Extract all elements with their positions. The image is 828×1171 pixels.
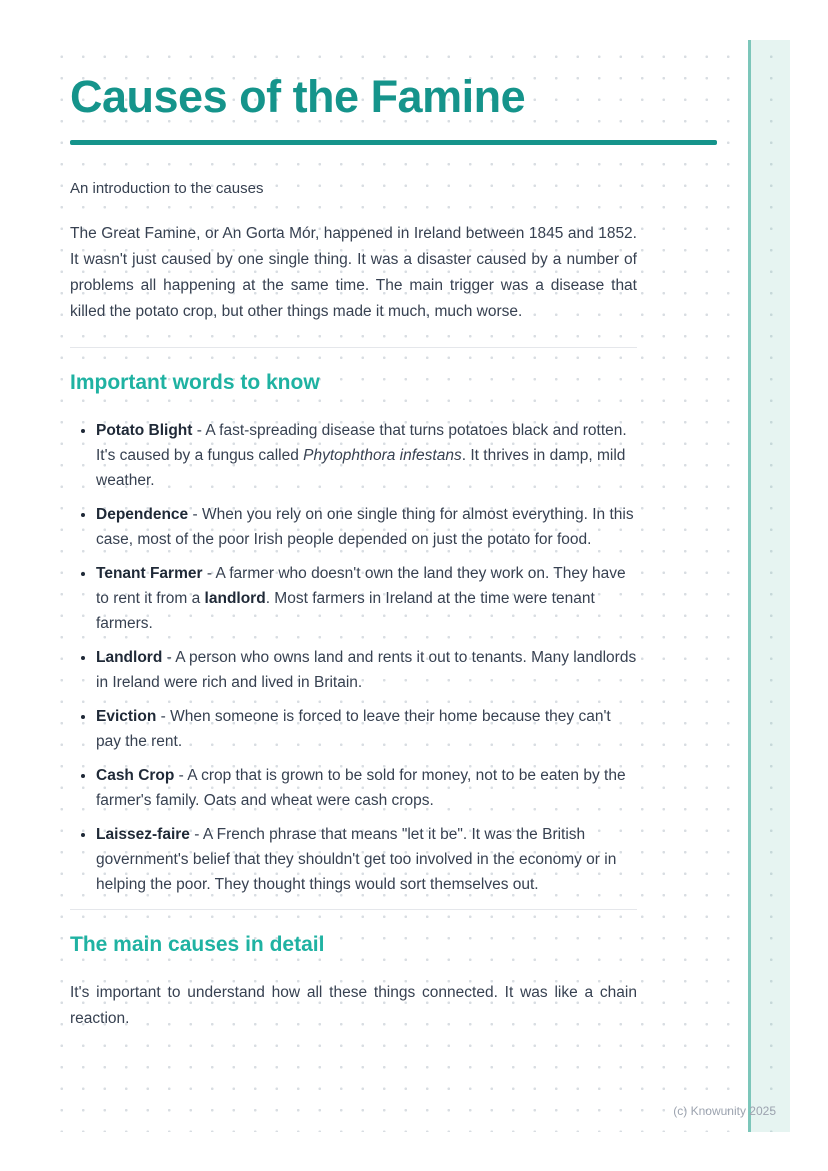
glossary-definition-text: - A person who owns land and rents it out to tenants. Many landlords in Ireland were rich and lived in Britain. <box>96 649 637 691</box>
glossary-item <box>96 561 637 636</box>
glossary-item <box>96 763 637 813</box>
glossary-term-bold-text: Eviction <box>96 708 157 725</box>
intro-paragraph: The Great Famine, or An Gorta Mór, happened in Ireland between 1845 and 1852. It wasn't just caused by one single thing. It was a disaster caused by a number of problems all happening at the same time. The main trigger was a disease that killed the potato crop, but other things made it much, much worse. <box>70 225 637 320</box>
page-title: Causes of the Famine <box>70 71 526 122</box>
glossary-term-bold-text: Landlord <box>96 649 163 666</box>
glossary-definition-text: . It thrives in damp, mild weather. <box>96 447 626 489</box>
glossary-definition-text: - A farmer who doesn't own the land they work on. They have to rent it from a <box>96 565 626 607</box>
causes-paragraph: It's important to understand how all these things connected. It was like a chain reaction. <box>70 984 637 1027</box>
section-divider-1 <box>70 347 637 348</box>
page-edge-stripe <box>748 40 790 1132</box>
glossary-definition-text: - A French phrase that means "let it be". It was the British government's belief that they shouldn't get too involved in the economy or in helping the poor. They thought things would sort themselves out. <box>96 826 617 893</box>
glossary-item <box>96 704 637 754</box>
glossary-definition-text: - When someone is forced to leave their home because they can't pay the rent. <box>96 708 611 750</box>
title-underline <box>70 140 717 145</box>
glossary-term-bold-text: Cash Crop <box>96 767 175 784</box>
glossary-term-bold-text: Potato Blight <box>96 422 193 439</box>
copyright-footer: (c) Knowunity 2025 <box>673 1104 776 1118</box>
glossary-list <box>70 418 637 897</box>
glossary-item <box>96 418 637 493</box>
page-content <box>42 40 717 1032</box>
glossary-definition-text: - A fast-spreading disease that turns potatoes black and rotten. It's caused by a fungus called <box>96 422 627 464</box>
section-divider-2 <box>70 909 637 910</box>
glossary-term-italic-text: Phytophthora infestans <box>303 447 462 464</box>
glossary-definition-text: . Most farmers in Ireland at the time were tenant farmers. <box>96 590 595 632</box>
glossary-term-bold-text: Laissez-faire <box>96 826 190 843</box>
glossary-term-bold-text: Tenant Farmer <box>96 565 203 582</box>
causes-heading: The main causes in detail <box>70 933 325 956</box>
glossary-item <box>96 502 637 552</box>
glossary-definition-text: - A crop that is grown to be sold for money, not to be eaten by the farmer's family. Oats and wheat were cash crops. <box>96 767 626 809</box>
glossary-item <box>96 822 637 897</box>
glossary-term-bold-text: landlord <box>204 590 266 607</box>
worksheet-page <box>42 40 790 1132</box>
glossary-item <box>96 645 637 695</box>
glossary-heading: Important words to know <box>70 371 320 394</box>
intro-label: An introduction to the causes <box>70 180 264 197</box>
glossary-term-bold-text: Dependence <box>96 506 189 523</box>
glossary-definition-text: - When you rely on one single thing for almost everything. In this case, most of the poor Irish people depended on just the potato for food. <box>96 506 634 548</box>
